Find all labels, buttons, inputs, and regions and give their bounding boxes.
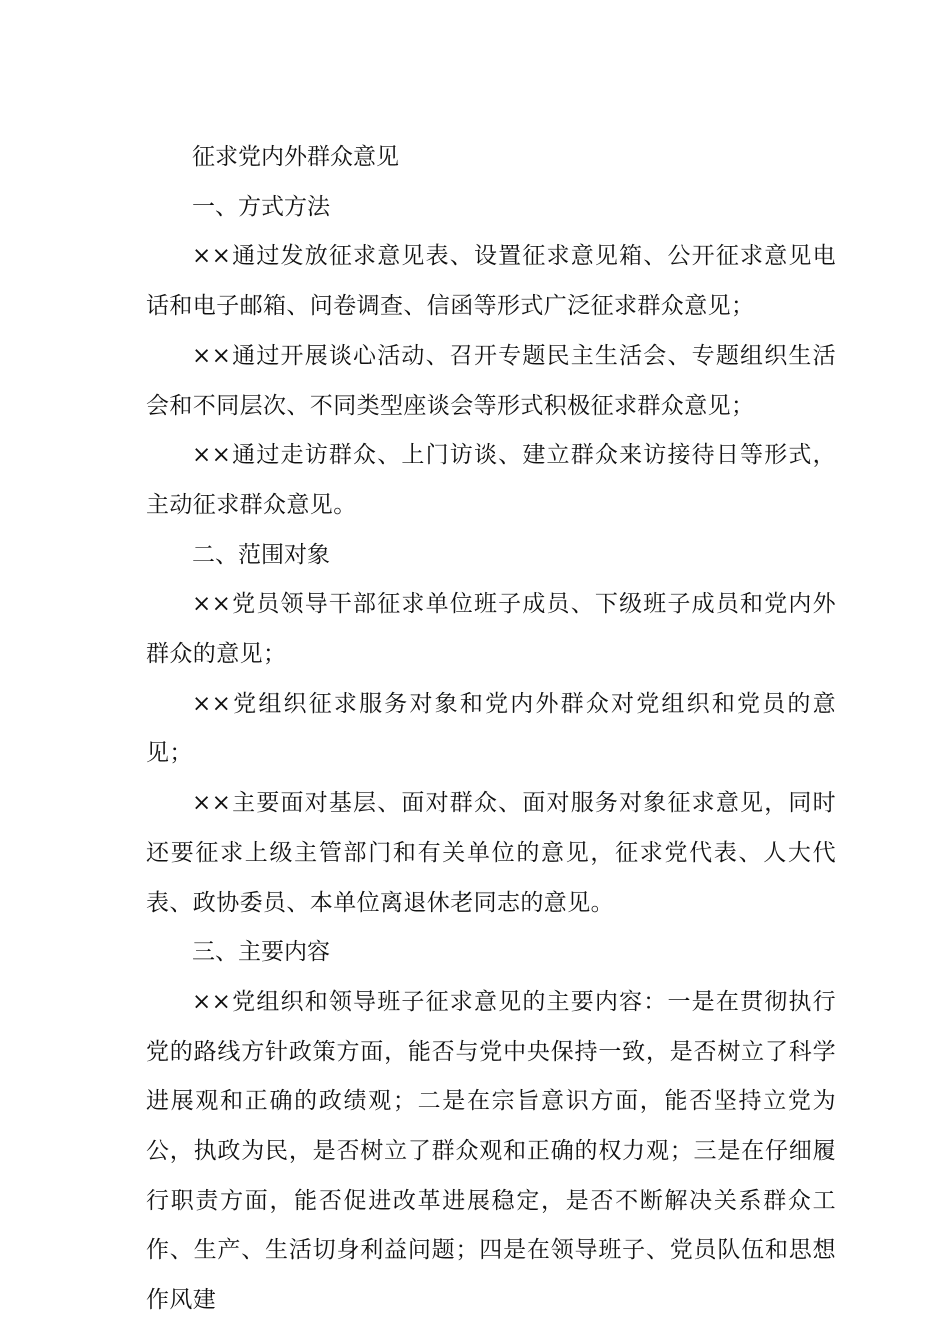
paragraph: ××党组织和领导班子征求意见的主要内容：一是在贯彻执行党的路线方针政策方面，能否与党中央保持一致，是否树立了科学进展观和正确的政绩观；二是在宗旨意识方面，能否坚持立党为公，执政为民，是否树立了群众观和正确的权力观；三是在仔细履行职责方面，能否促进改革进展稳定，是否不断解决关系群众工作、生产、生活切身利益问题；四是在领导班子、党员队伍和思想作风建 xyxy=(146,988,836,1314)
section-heading-methods: 一、方式方法 xyxy=(192,193,330,220)
paragraph: ××通过走访群众、上门访谈、建立群众来访接待日等形式，主动征求群众意见。 xyxy=(146,442,836,518)
paragraph: ××通过发放征求意见表、设置征求意见箱、公开征求意见电话和电子邮箱、问卷调查、信函等形式广泛征求群众意见； xyxy=(146,243,836,320)
paragraph: ××主要面对基层、面对群众、面对服务对象征求意见，同时还要征求上级主管部门和有关单位的意见，征求党代表、人大代表、政协委员、本单位离退休老同志的意见。 xyxy=(146,790,836,916)
document-title: 征求党内外群众意见 xyxy=(192,144,399,170)
document-body xyxy=(146,133,836,1326)
paragraph: ××党组织征求服务对象和党内外群众对党组织和党员的意见； xyxy=(146,690,836,767)
section-heading-scope: 二、范围对象 xyxy=(192,541,330,568)
section-heading-content: 三、主要内容 xyxy=(192,939,330,966)
paragraph: ××通过开展谈心活动、召开专题民主生活会、专题组织生活会和不同层次、不同类型座谈会等形式积极征求群众意见； xyxy=(146,342,836,419)
paragraph: ××党员领导干部征求单位班子成员、下级班子成员和党内外群众的意见； xyxy=(146,591,836,668)
